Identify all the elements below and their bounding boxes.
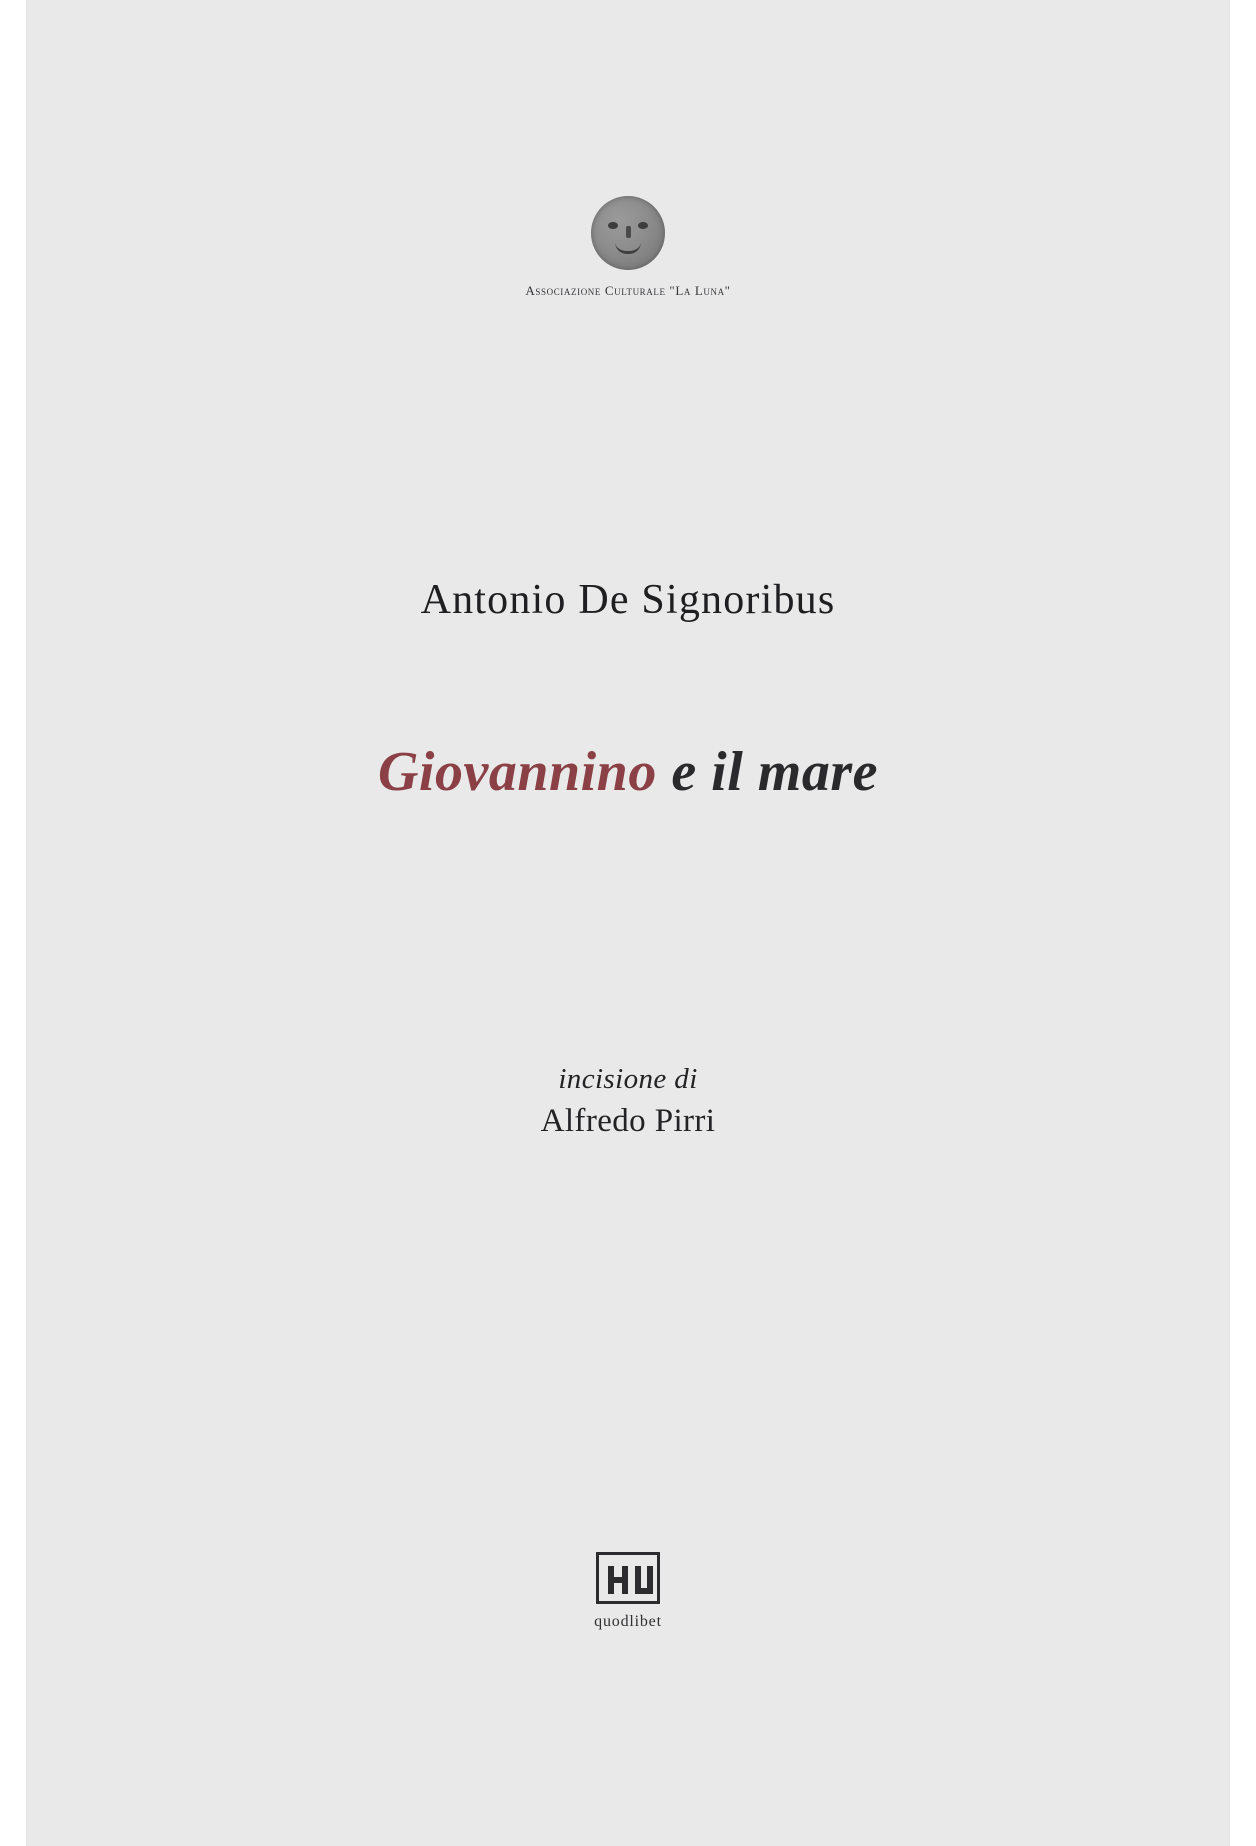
logo-bar <box>635 1588 653 1594</box>
credit-label: incisione di <box>558 1063 698 1095</box>
moon-eye-right-icon <box>638 222 648 229</box>
moon-nose-icon <box>626 226 631 238</box>
publisher-name: quodlibet <box>594 1613 662 1630</box>
book-title-highlight: Giovannino <box>377 741 657 803</box>
engraving-credit <box>26 1063 1230 1140</box>
author-name: Antonio De Signoribus <box>420 577 836 623</box>
paper-sheet <box>26 0 1230 1846</box>
logo-bar <box>647 1566 653 1588</box>
moon-mouth-icon <box>615 242 641 254</box>
publisher-emblem <box>26 196 1230 299</box>
book-title-rest: e il mare <box>656 741 879 803</box>
emblem-caption: Associazione Culturale "La Luna" <box>525 283 731 298</box>
publisher-block <box>26 1552 1230 1631</box>
quodlibet-logo-icon <box>596 1552 660 1604</box>
moon-eye-left-icon <box>608 222 618 229</box>
moon-face-icon <box>591 196 665 270</box>
credit-artist: Alfredo Pirri <box>540 1103 716 1139</box>
logo-bar <box>622 1566 628 1594</box>
book-title <box>26 740 1230 804</box>
logo-bar <box>635 1566 641 1588</box>
